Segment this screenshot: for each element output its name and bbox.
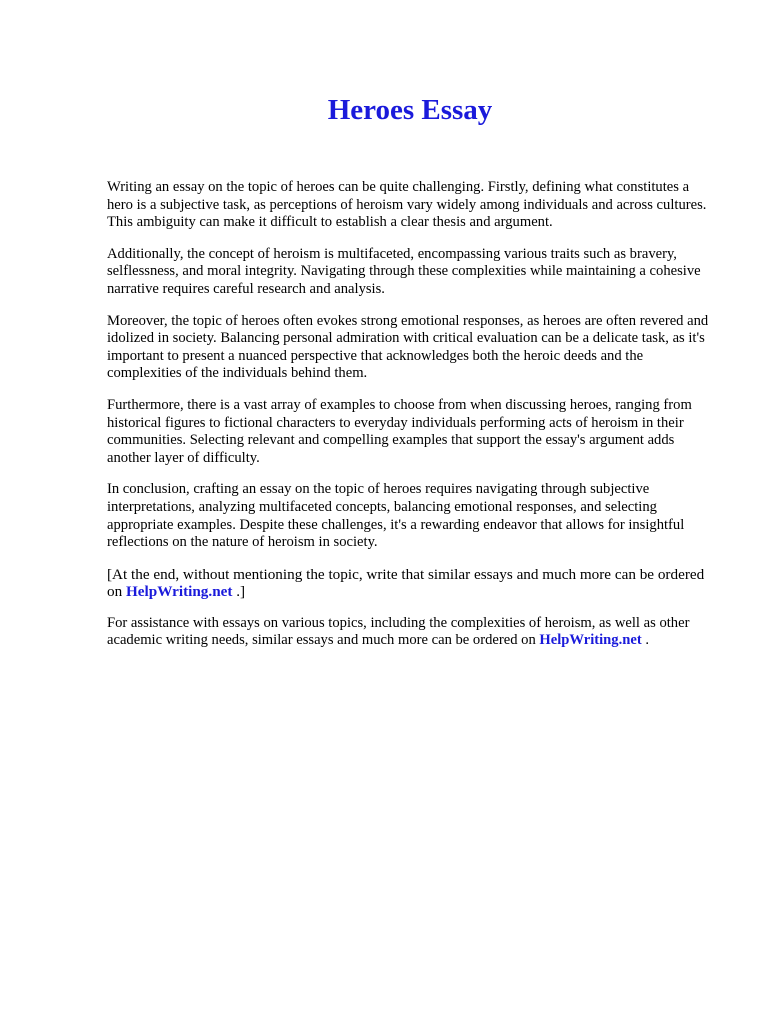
helpwriting-link-2[interactable]: HelpWriting.net <box>539 632 642 649</box>
closing-end: . <box>641 632 649 649</box>
closing-text: For assistance with essays on various topics, including the complexities of heroism, as well as other academic writing needs, similar essays and much more can be ordered on <box>107 614 690 649</box>
paragraph-4: Furthermore, there is a vast array of examples to choose from when discussing heroes, ranging from historical figures to fictional characters to everyday individuals performing acts of heroism in their communities. Selecting relevant and compelling examples that support the essay's argument adds another layer of difficulty. <box>107 396 692 466</box>
paragraph-2: Additionally, the concept of heroism is multifaceted, encompassing various traits such as bravery, selflessness, and moral integrity. Navigating through these complexities while maintaining a cohesive narrative requires careful research and analysis. <box>107 245 701 297</box>
instruction-end: .] <box>232 583 246 601</box>
closing-paragraph <box>107 615 715 650</box>
instruction-text: [At the end, without mentioning the topic, write that similar essays and much more can be ordered on <box>107 565 705 601</box>
essay-body <box>107 179 715 664</box>
paragraph-1: Writing an essay on the topic of heroes can be quite challenging. Firstly, defining what constitutes a hero is a subjective task, as perceptions of heroism vary widely among individuals and across cultures. This ambiguity can make it difficult to establish a clear thesis and argument. <box>107 179 707 231</box>
paragraph-5: In conclusion, crafting an essay on the topic of heroes requires navigating through subjective interpretations, analyzing multifaceted concepts, balancing emotional responses, and selecting appropriate examples. Despite these challenges, it's a rewarding endeavor that allows for insightful reflections on the nature of heroism in society. <box>107 481 685 551</box>
helpwriting-link[interactable]: HelpWriting.net <box>125 583 233 601</box>
page-title: Heroes Essay <box>327 94 493 126</box>
paragraph-3: Moreover, the topic of heroes often evokes strong emotional responses, as heroes are often revered and idolized in society. Balancing personal admiration with critical evaluation can be a delicate task, as it's important to present a nuanced perspective that acknowledges both the heroic deeds and the complexities of the individuals behind them. <box>107 312 709 382</box>
instruction-paragraph <box>107 566 715 601</box>
